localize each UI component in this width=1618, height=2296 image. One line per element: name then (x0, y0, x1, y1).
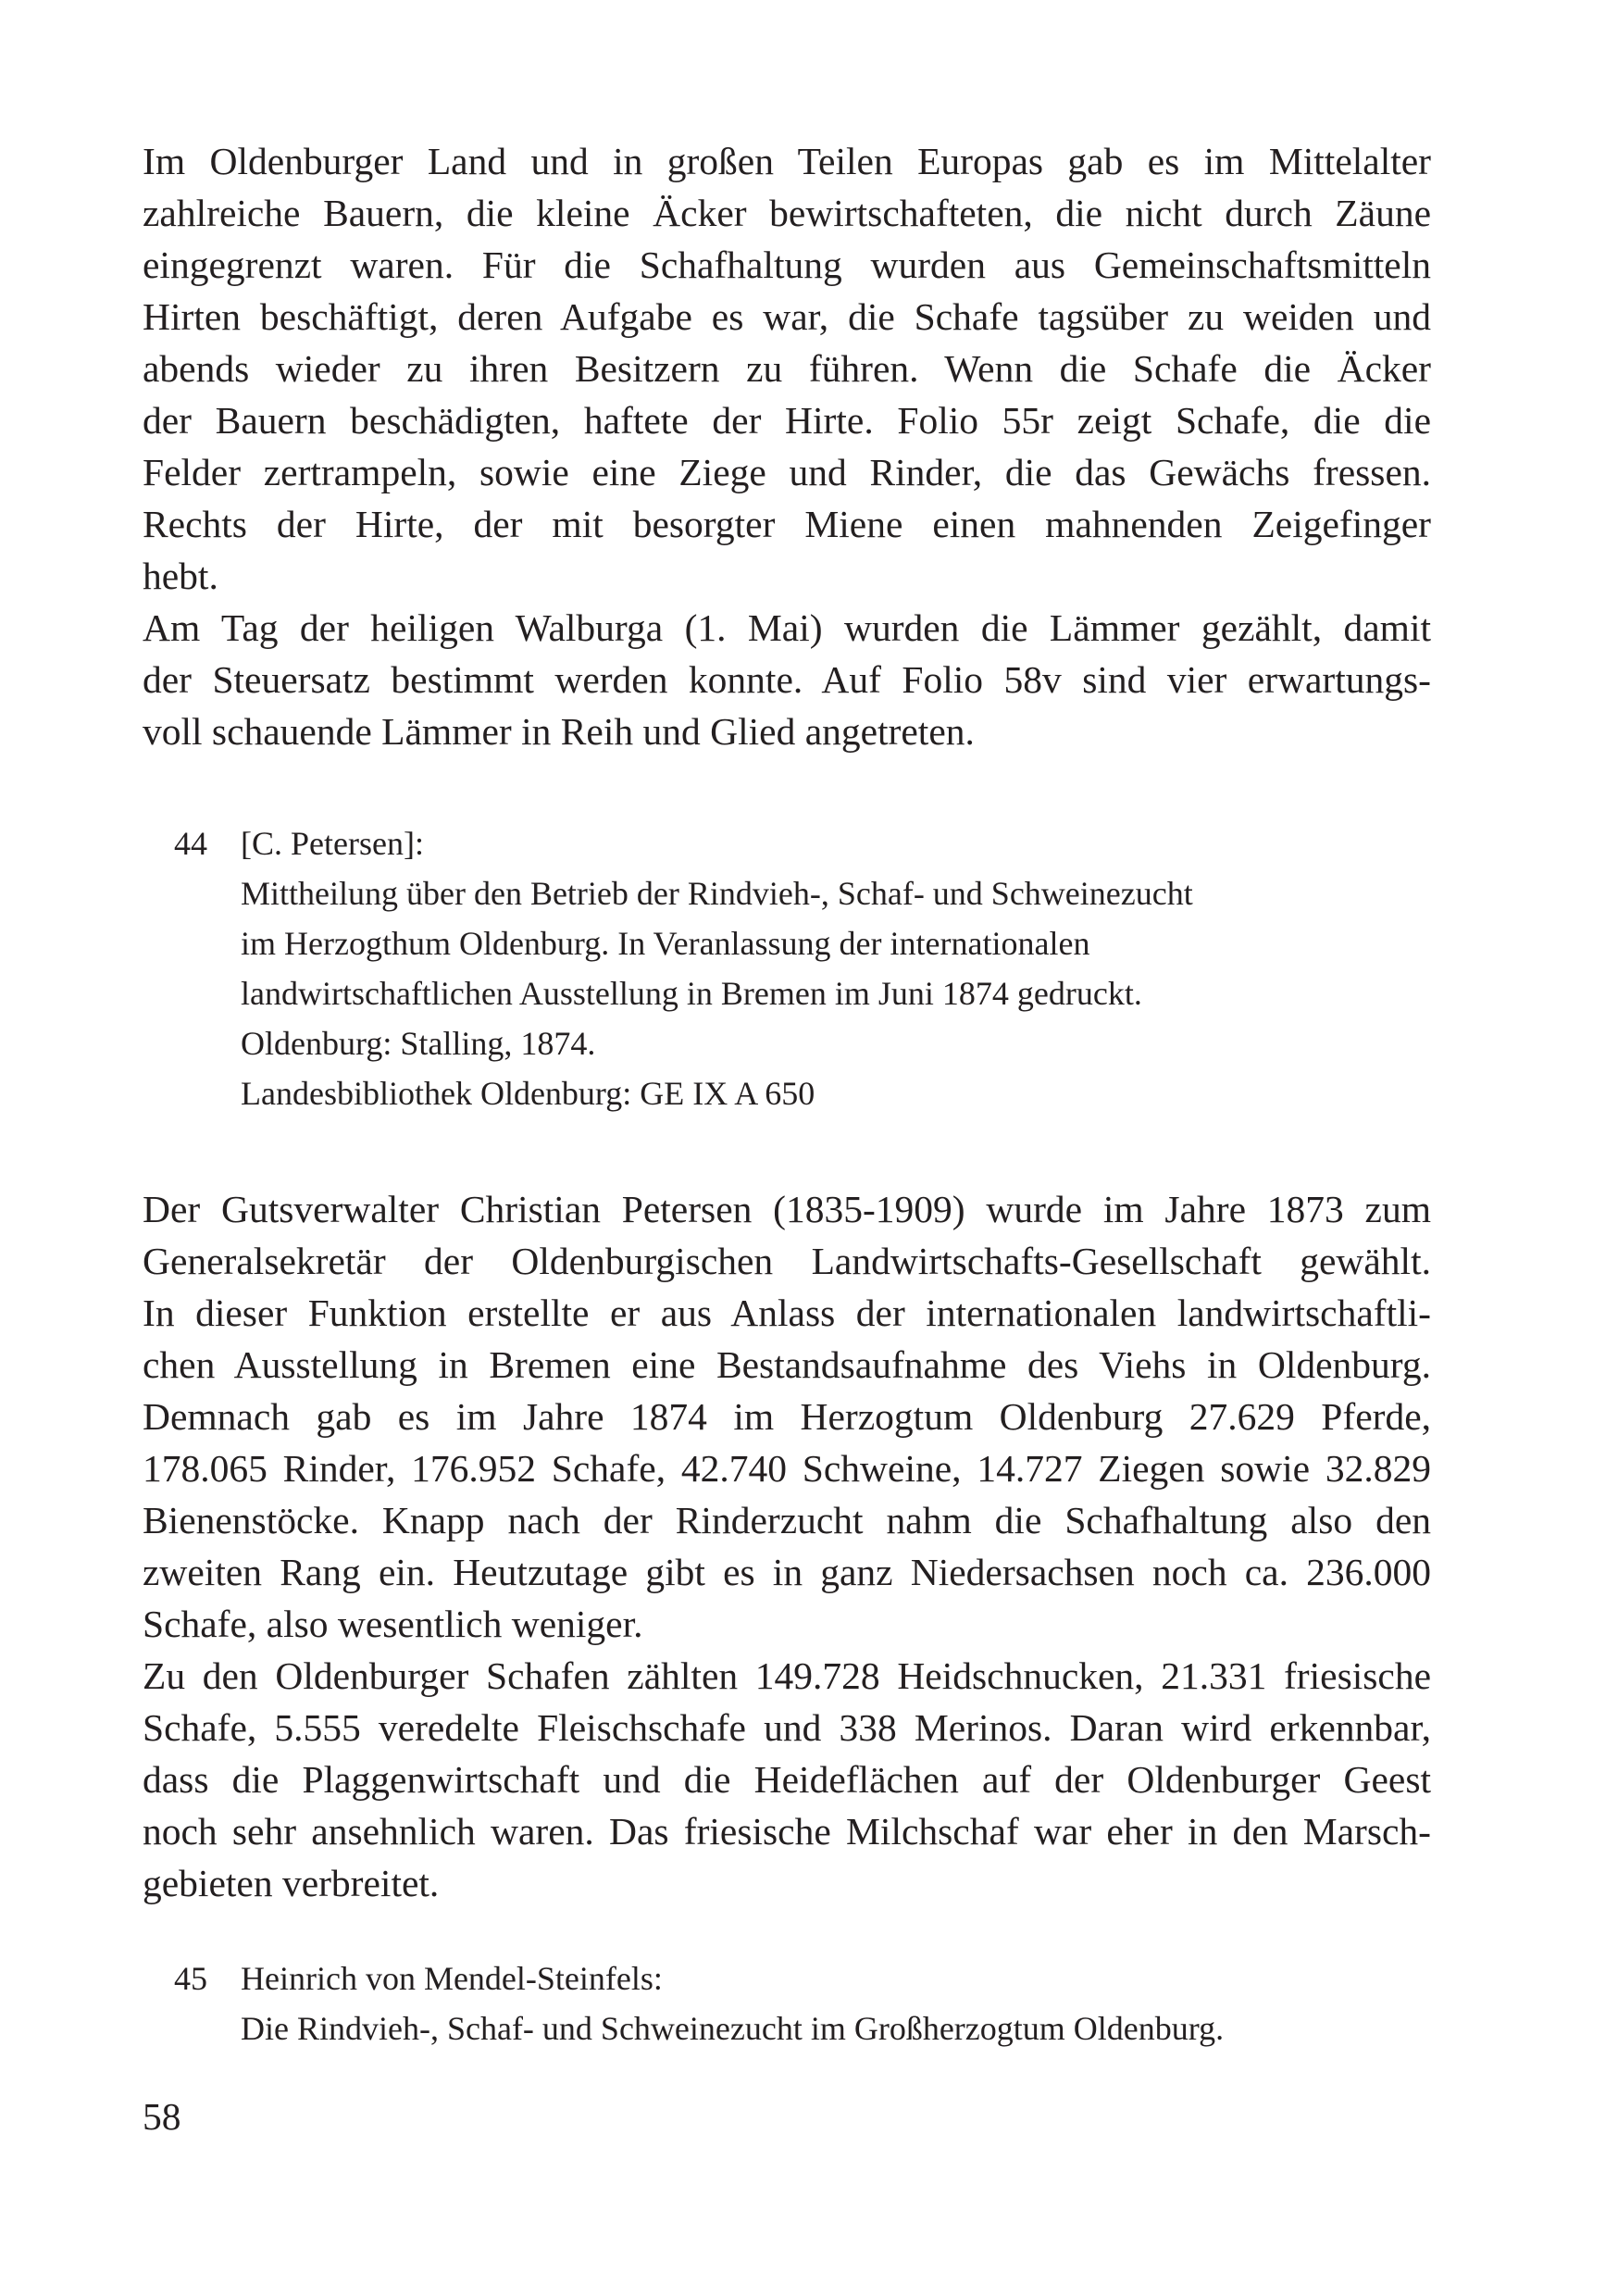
text-line: Im Oldenburger Land und in großen Teilen Europas gab es im Mittelalter (143, 140, 1431, 182)
text-line: dass die Plaggenwirtschaft und die Heideflächen auf der Oldenburger Geest (143, 1758, 1431, 1801)
text-line: zweiten Rang ein. Heutzutage gibt es in ganz Niedersachsen noch ca. 236.000 (143, 1551, 1431, 1593)
footnote-text: Heinrich von Mendel-Steinfels: (241, 1960, 663, 1997)
text-line: Rechts der Hirte, der mit besorgter Miene einen mahnenden Zeigefinger (143, 503, 1431, 545)
footnote-line (174, 1953, 1396, 2003)
footnote-line: Mittheilung über den Betrieb der Rindvieh-, Schaf- und Schweinezucht (241, 875, 1193, 912)
paragraph-walburga (143, 602, 1431, 757)
paragraph-herding (143, 135, 1431, 602)
text-line: 178.065 Rinder, 176.952 Schafe, 42.740 Schweine, 14.727 Ziegen sowie 32.829 (143, 1447, 1431, 1490)
text-line: zahlreiche Bauern, die kleine Äcker bewirtschafteten, die nicht durch Zäune (143, 192, 1431, 234)
text-line: Generalsekretär der Oldenburgischen Landwirtschafts-Gesellschaft gewählt. (143, 1240, 1431, 1282)
text-line: eingegrenzt waren. Für die Schafhaltung wurden aus Gemeinschaftsmitteln (143, 243, 1431, 286)
paragraph-sheep-breeds (143, 1650, 1431, 1909)
text-line: der Steuersatz bestimmt werden konnte. Auf Folio 58v sind vier erwartungs- (143, 658, 1431, 701)
text-line: Schafe, 5.555 veredelte Fleischschafe und 338 Merinos. Daran wird erkennbar, (143, 1706, 1431, 1749)
footnote-line: landwirtschaftlichen Ausstellung in Bremen im Juni 1874 gedruckt. (241, 975, 1142, 1012)
text-line: Der Gutsverwalter Christian Petersen (1835-1909) wurde im Jahre 1873 zum (143, 1188, 1431, 1230)
text-line: voll schauende Lämmer in Reih und Glied angetreten. (143, 710, 975, 753)
body-text-section-1 (143, 135, 1431, 757)
text-line: In dieser Funktion erstellte er aus Anlass der internationalen landwirtschaftli- (143, 1292, 1431, 1334)
text-line: hebt. (143, 555, 218, 597)
page-number: 58 (143, 2095, 181, 2138)
footnote-text: [C. Petersen]: (241, 825, 424, 862)
paragraph-petersen (143, 1183, 1431, 1650)
footnote-line: im Herzogthum Oldenburg. In Veranlassung der internationalen (241, 925, 1090, 962)
footnote-line (174, 818, 1396, 868)
text-line: noch sehr ansehnlich waren. Das friesische Milchschaf war eher in den Marsch- (143, 1810, 1431, 1853)
footnote-44 (174, 818, 1396, 1118)
text-line: chen Ausstellung in Bremen eine Bestandsaufnahme des Viehs in Oldenburg. (143, 1343, 1431, 1386)
text-line: Bienenstöcke. Knapp nach der Rinderzucht nahm die Schafhaltung also den (143, 1499, 1431, 1541)
footnote-line: Oldenburg: Stalling, 1874. (241, 1025, 596, 1062)
text-line: Felder zertrampeln, sowie eine Ziege und Rinder, die das Gewächs fressen. (143, 451, 1431, 493)
text-line: der Bauern beschädigten, haftete der Hirte. Folio 55r zeigt Schafe, die die (143, 399, 1431, 442)
footnote-number: 44 (174, 825, 207, 862)
text-line: Zu den Oldenburger Schafen zählten 149.728 Heidschnucken, 21.331 friesische (143, 1654, 1431, 1697)
footnote-line: Landesbibliothek Oldenburg: GE IX A 650 (241, 1075, 815, 1112)
text-line: Schafe, also wesentlich weniger. (143, 1603, 643, 1645)
text-line: gebieten verbreitet. (143, 1862, 440, 1904)
text-line: abends wieder zu ihren Besitzern zu führen. Wenn die Schafe die Äcker (143, 347, 1431, 390)
body-text-section-2 (143, 1183, 1431, 1909)
footnote-line: Die Rindvieh-, Schaf- und Schweinezucht im Großherzogtum Oldenburg. (241, 2010, 1225, 2047)
footnote-45 (174, 1953, 1396, 2053)
text-line: Am Tag der heiligen Walburga (1. Mai) wurden die Lämmer gezählt, damit (143, 606, 1431, 649)
footnote-number: 45 (174, 1960, 207, 1997)
text-line: Demnach gab es im Jahre 1874 im Herzogtum Oldenburg 27.629 Pferde, (143, 1395, 1431, 1438)
text-line: Hirten beschäftigt, deren Aufgabe es war, die Schafe tagsüber zu weiden und (143, 295, 1431, 338)
